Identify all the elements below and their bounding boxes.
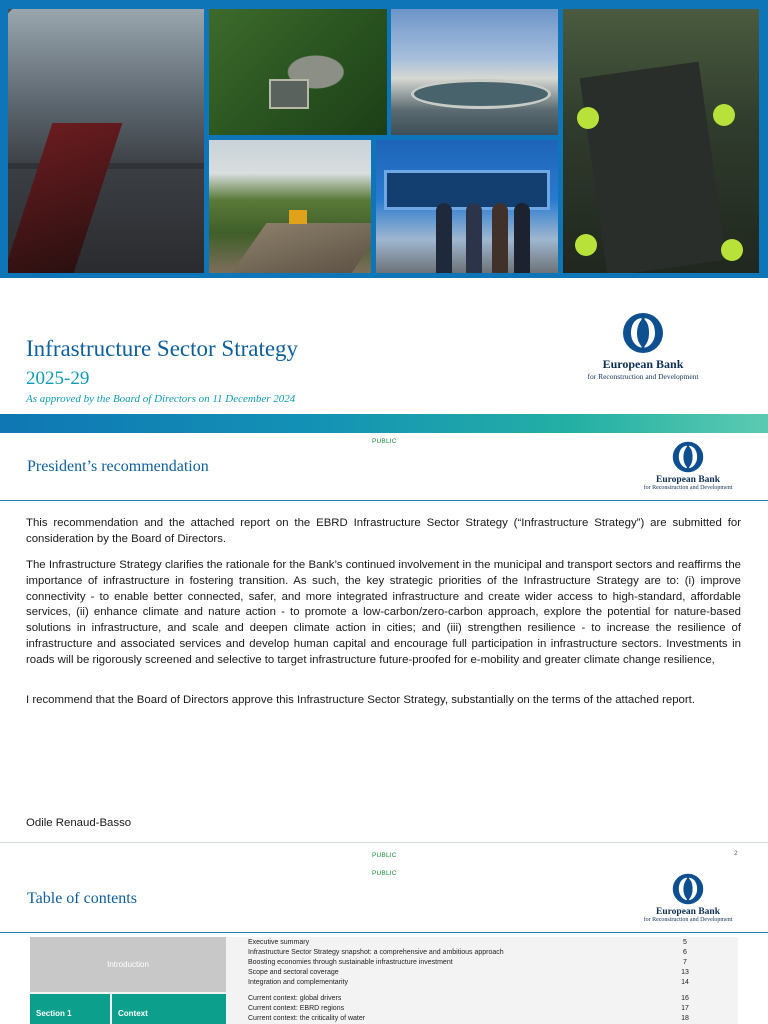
ebrd-logo-icon [622,312,664,354]
ebrd-logo-subtitle: for Reconstruction and Development [643,917,733,923]
ebrd-logo-subtitle: for Reconstruction and Development [587,372,699,381]
toc-intro-label: Introduction [30,937,226,992]
electric-bus-photo [376,140,558,273]
page-title: President’s recommendation [27,458,209,475]
header-divider [0,932,768,933]
ebrd-logo-icon [672,441,704,473]
toc-page: 17 [681,1005,689,1012]
toc-section-title: Context [112,994,226,1024]
paragraph-priorities: The Infrastructure Strategy clarifies the rationale for the Bank’s continued involvement in the municipal and transport sectors and reaffirms the importance of infrastructure in fostering transition. As such, the key strategic priorities of the Infrastructure Strategy are to: (i) improve connectivity - to enable better connected, safer, and more integrated infrastructure and create wider access to high-standard, affordable services, (ii) enhance climate and nature action - to promote a low-carbon/zero-carbon approach, explore the potential for nature-based solutions in infrastructure, and scale and deepen climate action in cities; and (iii) strengthen resilience - to increase the resilience of infrastructure and associated services and develop human capital and encourage full participation in infrastructure sectors. Investments in roads will be rigorously screened and selective to target infrastructure future-proofed for e-mobility and greater climate change resilience, [26,559,741,666]
page-break [0,842,768,843]
page-number: 2 [734,850,738,857]
railway-station-photo [8,9,204,273]
toc-entry[interactable]: Boosting economies through sustainable infrastructure investment [248,959,453,966]
cover-title: Infrastructure Sector Strategy [26,336,299,361]
ebrd-logo-icon [672,873,704,905]
paragraph-intro: This recommendation and the attached report on the EBRD Infrastructure Sector Strategy (“Infrastructure Strategy”) are submitted for consideration by the Board of Directors. [26,517,741,545]
toc-page: 5 [683,939,687,946]
water-treatment-aerial-photo [209,9,387,135]
signatory: Odile Renaud-Basso [26,817,132,829]
paragraph-recommendation: I recommend that the Board of Directors approve this Infrastructure Sector Strategy, substantially on the terms of the attached report. [26,694,695,706]
classification-label: PUBLIC [372,438,397,445]
toc-page: 7 [683,959,687,966]
ebrd-logo-subtitle: for Reconstruction and Development [643,485,733,491]
classification-label: PUBLIC [372,852,397,859]
toc-page: 16 [681,995,689,1002]
railway-tunnel-photo [209,140,371,273]
ebrd-logo-name: European Bank [602,357,684,371]
toc-entry[interactable]: Executive summary [248,939,310,946]
toc-page: 14 [681,979,689,986]
ebrd-logo [575,312,711,381]
toc-entry[interactable]: Infrastructure Sector Strategy snapshot: a comprehensive and ambitious approach [248,949,504,956]
wastewater-plant-photo [391,9,558,135]
ebrd-logo-name: European Bank [656,907,720,917]
toc-entry[interactable]: Current context: global drivers [248,995,342,1002]
cover-years: 2025-29 [26,368,90,389]
toc-entry[interactable]: Integration and complementarity [248,979,348,986]
page-title: Table of contents [27,890,137,907]
header-divider [0,500,768,501]
toc-entry[interactable]: Current context: the criticality of water [248,1015,366,1022]
toc-page: 13 [681,969,689,976]
ebrd-logo [633,873,743,923]
cover-band [0,414,768,433]
toc-section-label: Section 1 [30,994,110,1024]
toc-page: 6 [683,949,687,956]
recycling-facility-photo [563,9,759,273]
toc-page: 18 [681,1015,689,1022]
classification-label: PUBLIC [372,870,397,877]
toc-entry[interactable]: Current context: EBRD regions [248,1005,345,1012]
cover-photo-mosaic [0,0,768,278]
cover-approval-note: As approved by the Board of Directors on 11 December 2024 [26,393,296,405]
ebrd-logo-name: European Bank [656,475,720,485]
ebrd-logo [633,441,743,491]
table-of-contents [30,937,738,1024]
toc-entry[interactable]: Scope and sectoral coverage [248,969,339,976]
